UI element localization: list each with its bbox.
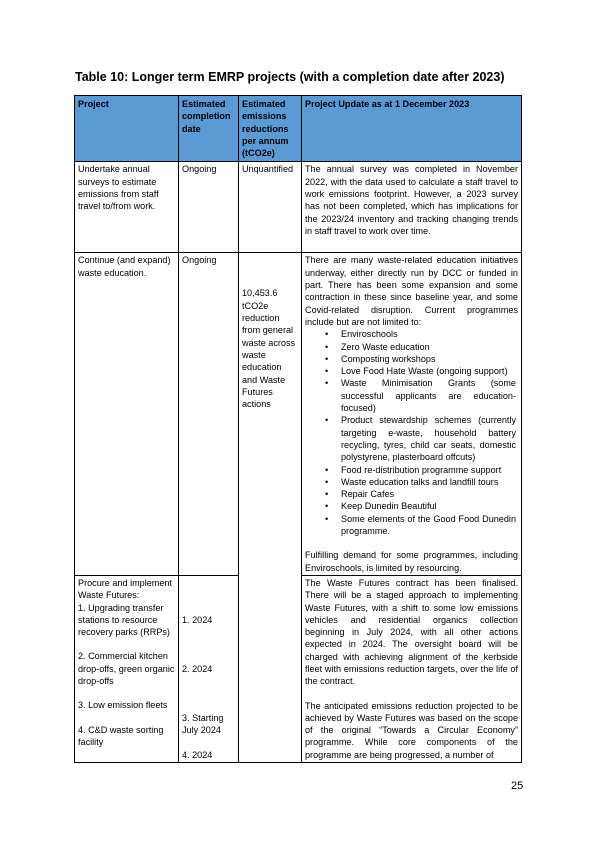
row2-reductions: 10,453.6 tCO2e reduction from general waste across waste education and Waste Futures actions — [242, 288, 296, 410]
row2-update — [302, 253, 522, 575]
row1-update: The annual survey was completed in November 2022, with the data used to calculate a staff travel to work emissions footprint. However, a 2023 survey has not been completed, which has implications for the 2023/24 inventory and tracking changing trends in staff travel to work over time. — [302, 162, 522, 253]
row2-project: Continue (and expand) waste education. — [75, 253, 179, 575]
list-item: • Zero Waste education — [305, 341, 518, 353]
row1-project: Undertake annual surveys to estimate emissions from staff travel to/from work. — [75, 162, 179, 253]
header-reductions: Estimated emissions reductions per annum (tCO2e) — [239, 96, 302, 162]
row2-update-outro: Fulfilling demand for some programmes, including Enviroschools, is limited by resourcing. — [305, 550, 518, 573]
table-header-row — [75, 96, 522, 162]
programme-list — [305, 328, 518, 537]
header-project: Project — [75, 96, 179, 162]
row3-date-1: 1. 2024 — [182, 614, 213, 625]
row3-item-4: 4. C&D waste sorting facility — [78, 724, 164, 747]
row2-update-intro: There are many waste-related education initiatives underway, either directly run by DCC or funded in part. There has been some expansion and some contraction in these since baseline year, and some Covid-related disruption. Current programmes include but are not limited to: — [305, 255, 518, 327]
row3-item-2: 2. Commercial kitchen drop-offs, green organic drop-offs — [78, 651, 175, 686]
table-row — [75, 253, 522, 575]
table-row — [75, 162, 522, 253]
row3-date-4: 4. 2024 — [182, 749, 213, 760]
list-item: • Love Food Hate Waste (ongoing support) — [305, 365, 518, 377]
header-completion: Estimated completion date — [179, 96, 239, 162]
row3-item-1: 1. Upgrading transfer stations to resource recovery parks (RRPs) — [78, 602, 170, 638]
page-number: 25 — [511, 780, 524, 792]
list-item: • Waste education talks and landfill tours — [305, 476, 518, 488]
row3-item-3: 3. Low emission fleets — [78, 700, 168, 711]
row3-update-p1: The Waste Futures contract has been finalised. There will be a staged approach to implementing Waste Futures, with a shift to some low emissions vehicles and residential organics collection beginning in July 2024, with all other actions expected in 2024. The oversight board will be charged with achieving alignment of the kerbside fleet with emissions reduction targets, over the life of the contract. — [305, 577, 518, 687]
row3-update — [302, 575, 522, 762]
row3-date-2: 2. 2024 — [182, 663, 213, 674]
table-title: Table 10: Longer term EMRP projects (with a completion date after 2023) — [75, 70, 505, 84]
list-item: • Food re-distribution programme support — [305, 464, 518, 476]
row3-date-3: 3. Starting July 2024 — [182, 713, 224, 736]
row1-completion: Ongoing — [179, 162, 239, 253]
list-item: • Keep Dunedin Beautiful — [305, 500, 518, 512]
list-item: • Product stewardship schemes (currently targeting e-waste, household battery recycling, tyres, child car seats, domestic polystyrene, plasterboard offcuts) — [305, 414, 518, 463]
row3-project-intro: Procure and implement Waste Futures: — [78, 577, 173, 601]
row2-reductions-cell — [239, 253, 302, 763]
emrp-projects-table — [74, 95, 522, 763]
header-update: Project Update as at 1 December 2023 — [302, 96, 522, 162]
row3-project — [75, 575, 179, 762]
list-item: • Repair Cafes — [305, 488, 518, 500]
row2-completion: Ongoing — [179, 253, 239, 575]
row1-reductions: Unquantified — [239, 162, 302, 253]
row3-update-p2: The anticipated emissions reduction projected to be achieved by Waste Futures was based on the scope of the original “Towards a Circular Economy” programme. While core components of the programme are being progressed, a number of — [305, 700, 518, 760]
row3-completion — [179, 575, 239, 762]
list-item: • Some elements of the Good Food Dunedin programme. — [305, 513, 518, 538]
list-item: • Composting workshops — [305, 353, 518, 365]
list-item: • Enviroschools — [305, 328, 518, 340]
list-item: • Waste Minimisation Grants (some successful applicants are education-focused) — [305, 377, 518, 414]
